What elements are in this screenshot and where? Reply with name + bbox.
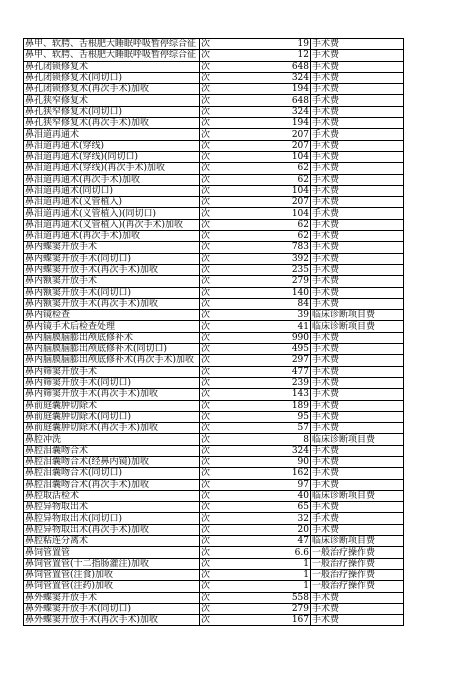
item-name-cell: 鼻饲管置管(注食)加收	[24, 569, 200, 580]
price-cell: 558	[244, 592, 311, 603]
table-row	[24, 524, 404, 535]
item-name-cell: 鼻甲、软腭、舌根肥大睡眠呼吸暂停综合征	[24, 50, 200, 61]
price-cell: 1	[244, 558, 311, 569]
fee-type-cell: 临床诊断项目费	[311, 434, 404, 445]
table-row	[24, 513, 404, 524]
item-name-cell: 鼻外蝶窦开放手术	[24, 592, 200, 603]
price-cell: 207	[244, 129, 311, 140]
table-row	[24, 129, 404, 140]
fee-type-cell: 手术费	[311, 129, 404, 140]
fee-type-cell: 手术费	[311, 389, 404, 400]
unit-cell: 次	[200, 50, 244, 61]
table-row	[24, 547, 404, 558]
table-row	[24, 344, 404, 355]
item-name-cell: 鼻泪道再通术(再次手术)加收	[24, 174, 200, 185]
fee-type-cell: 手术费	[311, 479, 404, 490]
unit-cell: 次	[200, 298, 244, 309]
price-cell: 143	[244, 389, 311, 400]
fee-type-cell: 手术费	[311, 502, 404, 513]
fee-type-cell: 临床诊断项目费	[311, 536, 404, 547]
price-cell: 32	[244, 513, 311, 524]
price-cell: 297	[244, 355, 311, 366]
item-name-cell: 鼻外蝶窦开放手术(同切口)	[24, 603, 200, 614]
unit-cell: 次	[200, 129, 244, 140]
unit-cell: 次	[200, 411, 244, 422]
item-name-cell: 鼻内脑膜脑膨出颅底修补术(再次手术)加收	[24, 355, 200, 366]
unit-cell: 次	[200, 547, 244, 558]
table-row	[24, 400, 404, 411]
unit-cell: 次	[200, 355, 244, 366]
unit-cell: 次	[200, 344, 244, 355]
table-row	[24, 106, 404, 117]
table-row	[24, 140, 404, 151]
unit-cell: 次	[200, 185, 244, 196]
item-name-cell: 鼻泪道再通术	[24, 129, 200, 140]
price-cell: 97	[244, 479, 311, 490]
fee-type-cell: 一般治疗操作费	[311, 547, 404, 558]
price-cell: 41	[244, 321, 311, 332]
price-cell: 167	[244, 615, 311, 626]
price-cell: 20	[244, 524, 311, 535]
fee-type-cell: 临床诊断项目费	[311, 310, 404, 321]
item-name-cell: 鼻孔狭窄修复术(同切口)	[24, 106, 200, 117]
item-name-cell: 鼻前庭囊肿切除术(同切口)	[24, 411, 200, 422]
item-name-cell: 鼻腔异物取出术	[24, 502, 200, 513]
table-row	[24, 95, 404, 106]
price-cell: 40	[244, 490, 311, 501]
table-row	[24, 366, 404, 377]
table-row	[24, 581, 404, 592]
unit-cell: 次	[200, 95, 244, 106]
price-cell: 235	[244, 264, 311, 275]
price-cell: 62	[244, 219, 311, 230]
fee-table	[23, 38, 404, 626]
fee-type-cell: 手术费	[311, 615, 404, 626]
fee-type-cell: 手术费	[311, 242, 404, 253]
unit-cell: 次	[200, 581, 244, 592]
price-cell: 39	[244, 310, 311, 321]
fee-type-cell: 手术费	[311, 95, 404, 106]
table-row	[24, 355, 404, 366]
unit-cell: 次	[200, 445, 244, 456]
fee-type-cell: 手术费	[311, 208, 404, 219]
table-row	[24, 163, 404, 174]
item-name-cell: 鼻前庭囊肿切除术(再次手术)加收	[24, 423, 200, 434]
table-row	[24, 287, 404, 298]
item-name-cell: 鼻腔泪囊吻合术(同切口)	[24, 468, 200, 479]
fee-type-cell: 手术费	[311, 163, 404, 174]
fee-type-cell: 手术费	[311, 219, 404, 230]
fee-type-cell: 手术费	[311, 592, 404, 603]
item-name-cell: 鼻孔狭窄修复术(再次手术)加收	[24, 118, 200, 129]
unit-cell: 次	[200, 264, 244, 275]
price-cell: 648	[244, 61, 311, 72]
table-row	[24, 536, 404, 547]
table-row	[24, 468, 404, 479]
item-name-cell: 鼻饲管置管	[24, 547, 200, 558]
price-cell: 6.6	[244, 547, 311, 558]
price-cell: 90	[244, 456, 311, 467]
item-name-cell: 鼻内额窦开放手术	[24, 276, 200, 287]
unit-cell: 次	[200, 61, 244, 72]
price-cell: 477	[244, 366, 311, 377]
table-row	[24, 242, 404, 253]
table-row	[24, 231, 404, 242]
item-name-cell: 鼻孔闭锁修复术(再次手术)加收	[24, 84, 200, 95]
table-row	[24, 118, 404, 129]
table-row	[24, 569, 404, 580]
price-cell: 1	[244, 581, 311, 592]
item-name-cell: 鼻泪道再通术(穿线)(同切口)	[24, 151, 200, 162]
unit-cell: 次	[200, 377, 244, 388]
price-cell: 194	[244, 84, 311, 95]
item-name-cell: 鼻腔冲洗	[24, 434, 200, 445]
price-cell: 57	[244, 423, 311, 434]
price-cell: 324	[244, 445, 311, 456]
table-row	[24, 264, 404, 275]
unit-cell: 次	[200, 276, 244, 287]
unit-cell: 次	[200, 569, 244, 580]
fee-type-cell: 手术费	[311, 344, 404, 355]
item-name-cell: 鼻内蝶窦开放手术	[24, 242, 200, 253]
unit-cell: 次	[200, 332, 244, 343]
item-name-cell: 鼻泪道再通术(同切口)	[24, 185, 200, 196]
unit-cell: 次	[200, 72, 244, 83]
item-name-cell: 鼻泪道再通术(再次手术)加收	[24, 231, 200, 242]
unit-cell: 次	[200, 490, 244, 501]
table-row	[24, 219, 404, 230]
price-cell: 324	[244, 72, 311, 83]
price-cell: 279	[244, 603, 311, 614]
unit-cell: 次	[200, 253, 244, 264]
item-name-cell: 鼻孔闭锁修复术(同切口)	[24, 72, 200, 83]
unit-cell: 次	[200, 524, 244, 535]
item-name-cell: 鼻外蝶窦开放手术(再次手术)加收	[24, 615, 200, 626]
unit-cell: 次	[200, 321, 244, 332]
fee-type-cell: 一般治疗操作费	[311, 569, 404, 580]
item-name-cell: 鼻内筛窦开放手术(再次手术)加收	[24, 389, 200, 400]
item-name-cell: 鼻内镜手术后检查处理	[24, 321, 200, 332]
item-name-cell: 鼻内蝶窦开放手术(再次手术)加收	[24, 264, 200, 275]
fee-type-cell: 一般治疗操作费	[311, 581, 404, 592]
fee-type-cell: 手术费	[311, 355, 404, 366]
table-row	[24, 592, 404, 603]
price-cell: 84	[244, 298, 311, 309]
unit-cell: 次	[200, 536, 244, 547]
item-name-cell: 鼻泪道再通术(穿线)(再次手术)加收	[24, 163, 200, 174]
table-row	[24, 479, 404, 490]
unit-cell: 次	[200, 39, 244, 50]
item-name-cell: 鼻饲管置管(注药)加收	[24, 581, 200, 592]
unit-cell: 次	[200, 366, 244, 377]
fee-type-cell: 手术费	[311, 61, 404, 72]
table-row	[24, 389, 404, 400]
table-row	[24, 445, 404, 456]
table-row	[24, 456, 404, 467]
table-row	[24, 423, 404, 434]
unit-cell: 次	[200, 174, 244, 185]
item-name-cell: 鼻内脑膜脑膨出颅底修补术(同切口)	[24, 344, 200, 355]
item-name-cell: 鼻前庭囊肿切除术	[24, 400, 200, 411]
unit-cell: 次	[200, 197, 244, 208]
unit-cell: 次	[200, 468, 244, 479]
unit-cell: 次	[200, 615, 244, 626]
item-name-cell: 鼻腔异物取出术(同切口)	[24, 513, 200, 524]
fee-type-cell: 手术费	[311, 231, 404, 242]
fee-type-cell: 手术费	[311, 140, 404, 151]
table-row	[24, 558, 404, 569]
fee-type-cell: 手术费	[311, 50, 404, 61]
price-cell: 207	[244, 140, 311, 151]
fee-type-cell: 手术费	[311, 445, 404, 456]
item-name-cell: 鼻甲、软腭、舌根肥大睡眠呼吸暂停综合征	[24, 39, 200, 50]
fee-type-cell: 手术费	[311, 106, 404, 117]
price-cell: 1	[244, 569, 311, 580]
table-row	[24, 72, 404, 83]
table-row	[24, 490, 404, 501]
fee-type-cell: 手术费	[311, 332, 404, 343]
fee-type-cell: 手术费	[311, 513, 404, 524]
price-cell: 162	[244, 468, 311, 479]
price-cell: 19	[244, 39, 311, 50]
table-row	[24, 39, 404, 50]
price-cell: 47	[244, 536, 311, 547]
price-cell: 95	[244, 411, 311, 422]
table-row	[24, 50, 404, 61]
item-name-cell: 鼻孔闭锁修复术	[24, 61, 200, 72]
table-row	[24, 434, 404, 445]
table-row	[24, 61, 404, 72]
item-name-cell: 鼻内额窦开放手术(再次手术)加收	[24, 298, 200, 309]
price-cell: 392	[244, 253, 311, 264]
table-row	[24, 411, 404, 422]
price-cell: 8	[244, 434, 311, 445]
table-row	[24, 253, 404, 264]
fee-type-cell: 手术费	[311, 185, 404, 196]
table-row	[24, 276, 404, 287]
unit-cell: 次	[200, 592, 244, 603]
unit-cell: 次	[200, 118, 244, 129]
item-name-cell: 鼻孔狭窄修复术	[24, 95, 200, 106]
item-name-cell: 鼻腔取活检术	[24, 490, 200, 501]
price-cell: 990	[244, 332, 311, 343]
item-name-cell: 鼻腔异物取出术(再次手术)加收	[24, 524, 200, 535]
unit-cell: 次	[200, 513, 244, 524]
unit-cell: 次	[200, 502, 244, 513]
item-name-cell: 鼻内筛窦开放手术	[24, 366, 200, 377]
price-cell: 239	[244, 377, 311, 388]
unit-cell: 次	[200, 219, 244, 230]
table-row	[24, 197, 404, 208]
item-name-cell: 鼻泪道再通术(义管植入)(再次手术)加收	[24, 219, 200, 230]
price-cell: 104	[244, 151, 311, 162]
unit-cell: 次	[200, 479, 244, 490]
table-row	[24, 151, 404, 162]
fee-type-cell: 手术费	[311, 84, 404, 95]
table-row	[24, 377, 404, 388]
fee-type-cell: 手术费	[311, 174, 404, 185]
item-name-cell: 鼻内脑膜脑膨出颅底修补术	[24, 332, 200, 343]
price-cell: 194	[244, 118, 311, 129]
unit-cell: 次	[200, 423, 244, 434]
fee-type-cell: 手术费	[311, 411, 404, 422]
unit-cell: 次	[200, 400, 244, 411]
price-cell: 324	[244, 106, 311, 117]
price-cell: 62	[244, 231, 311, 242]
fee-type-cell: 临床诊断项目费	[311, 321, 404, 332]
item-name-cell: 鼻腔泪囊吻合术(再次手术)加收	[24, 479, 200, 490]
table-row	[24, 310, 404, 321]
unit-cell: 次	[200, 84, 244, 95]
fee-type-cell: 手术费	[311, 253, 404, 264]
price-cell: 207	[244, 197, 311, 208]
fee-table-body	[24, 39, 404, 626]
unit-cell: 次	[200, 231, 244, 242]
price-cell: 648	[244, 95, 311, 106]
fee-type-cell: 手术费	[311, 151, 404, 162]
unit-cell: 次	[200, 151, 244, 162]
unit-cell: 次	[200, 603, 244, 614]
fee-type-cell: 临床诊断项目费	[311, 490, 404, 501]
item-name-cell: 鼻饲管置管(十二指肠灌注)加收	[24, 558, 200, 569]
fee-type-cell: 手术费	[311, 264, 404, 275]
item-name-cell: 鼻腔泪囊吻合术	[24, 445, 200, 456]
fee-type-cell: 手术费	[311, 39, 404, 50]
table-row	[24, 615, 404, 626]
item-name-cell: 鼻泪道再通术(义管植入)(同切口)	[24, 208, 200, 219]
fee-type-cell: 手术费	[311, 197, 404, 208]
fee-type-cell: 手术费	[311, 468, 404, 479]
item-name-cell: 鼻内筛窦开放手术(同切口)	[24, 377, 200, 388]
item-name-cell: 鼻内镜检查	[24, 310, 200, 321]
unit-cell: 次	[200, 389, 244, 400]
table-row	[24, 603, 404, 614]
table-row	[24, 298, 404, 309]
unit-cell: 次	[200, 287, 244, 298]
item-name-cell: 鼻腔粘连分离术	[24, 536, 200, 547]
unit-cell: 次	[200, 140, 244, 151]
fee-type-cell: 手术费	[311, 377, 404, 388]
item-name-cell: 鼻腔泪囊吻合术(经鼻内镜)加收	[24, 456, 200, 467]
price-cell: 65	[244, 502, 311, 513]
fee-type-cell: 手术费	[311, 456, 404, 467]
fee-type-cell: 手术费	[311, 366, 404, 377]
item-name-cell: 鼻泪道再通术(义管植入)	[24, 197, 200, 208]
unit-cell: 次	[200, 310, 244, 321]
price-cell: 783	[244, 242, 311, 253]
fee-type-cell: 手术费	[311, 287, 404, 298]
price-cell: 189	[244, 400, 311, 411]
item-name-cell: 鼻内蝶窦开放手术(同切口)	[24, 253, 200, 264]
unit-cell: 次	[200, 434, 244, 445]
fee-type-cell: 手术费	[311, 298, 404, 309]
unit-cell: 次	[200, 456, 244, 467]
fee-type-cell: 手术费	[311, 524, 404, 535]
fee-type-cell: 手术费	[311, 423, 404, 434]
table-row	[24, 185, 404, 196]
unit-cell: 次	[200, 208, 244, 219]
table-row	[24, 84, 404, 95]
fee-type-cell: 一般治疗操作费	[311, 558, 404, 569]
fee-type-cell: 手术费	[311, 118, 404, 129]
item-name-cell: 鼻内额窦开放手术(同切口)	[24, 287, 200, 298]
unit-cell: 次	[200, 163, 244, 174]
fee-type-cell: 手术费	[311, 72, 404, 83]
price-cell: 12	[244, 50, 311, 61]
price-cell: 62	[244, 163, 311, 174]
item-name-cell: 鼻泪道再通术(穿线)	[24, 140, 200, 151]
price-cell: 140	[244, 287, 311, 298]
price-cell: 62	[244, 174, 311, 185]
table-row	[24, 502, 404, 513]
price-cell: 104	[244, 208, 311, 219]
unit-cell: 次	[200, 106, 244, 117]
unit-cell: 次	[200, 242, 244, 253]
table-row	[24, 332, 404, 343]
table-row	[24, 174, 404, 185]
fee-type-cell: 手术费	[311, 603, 404, 614]
price-cell: 104	[244, 185, 311, 196]
table-row	[24, 208, 404, 219]
unit-cell: 次	[200, 558, 244, 569]
table-row	[24, 321, 404, 332]
price-cell: 279	[244, 276, 311, 287]
price-cell: 495	[244, 344, 311, 355]
fee-type-cell: 手术费	[311, 400, 404, 411]
fee-type-cell: 手术费	[311, 276, 404, 287]
